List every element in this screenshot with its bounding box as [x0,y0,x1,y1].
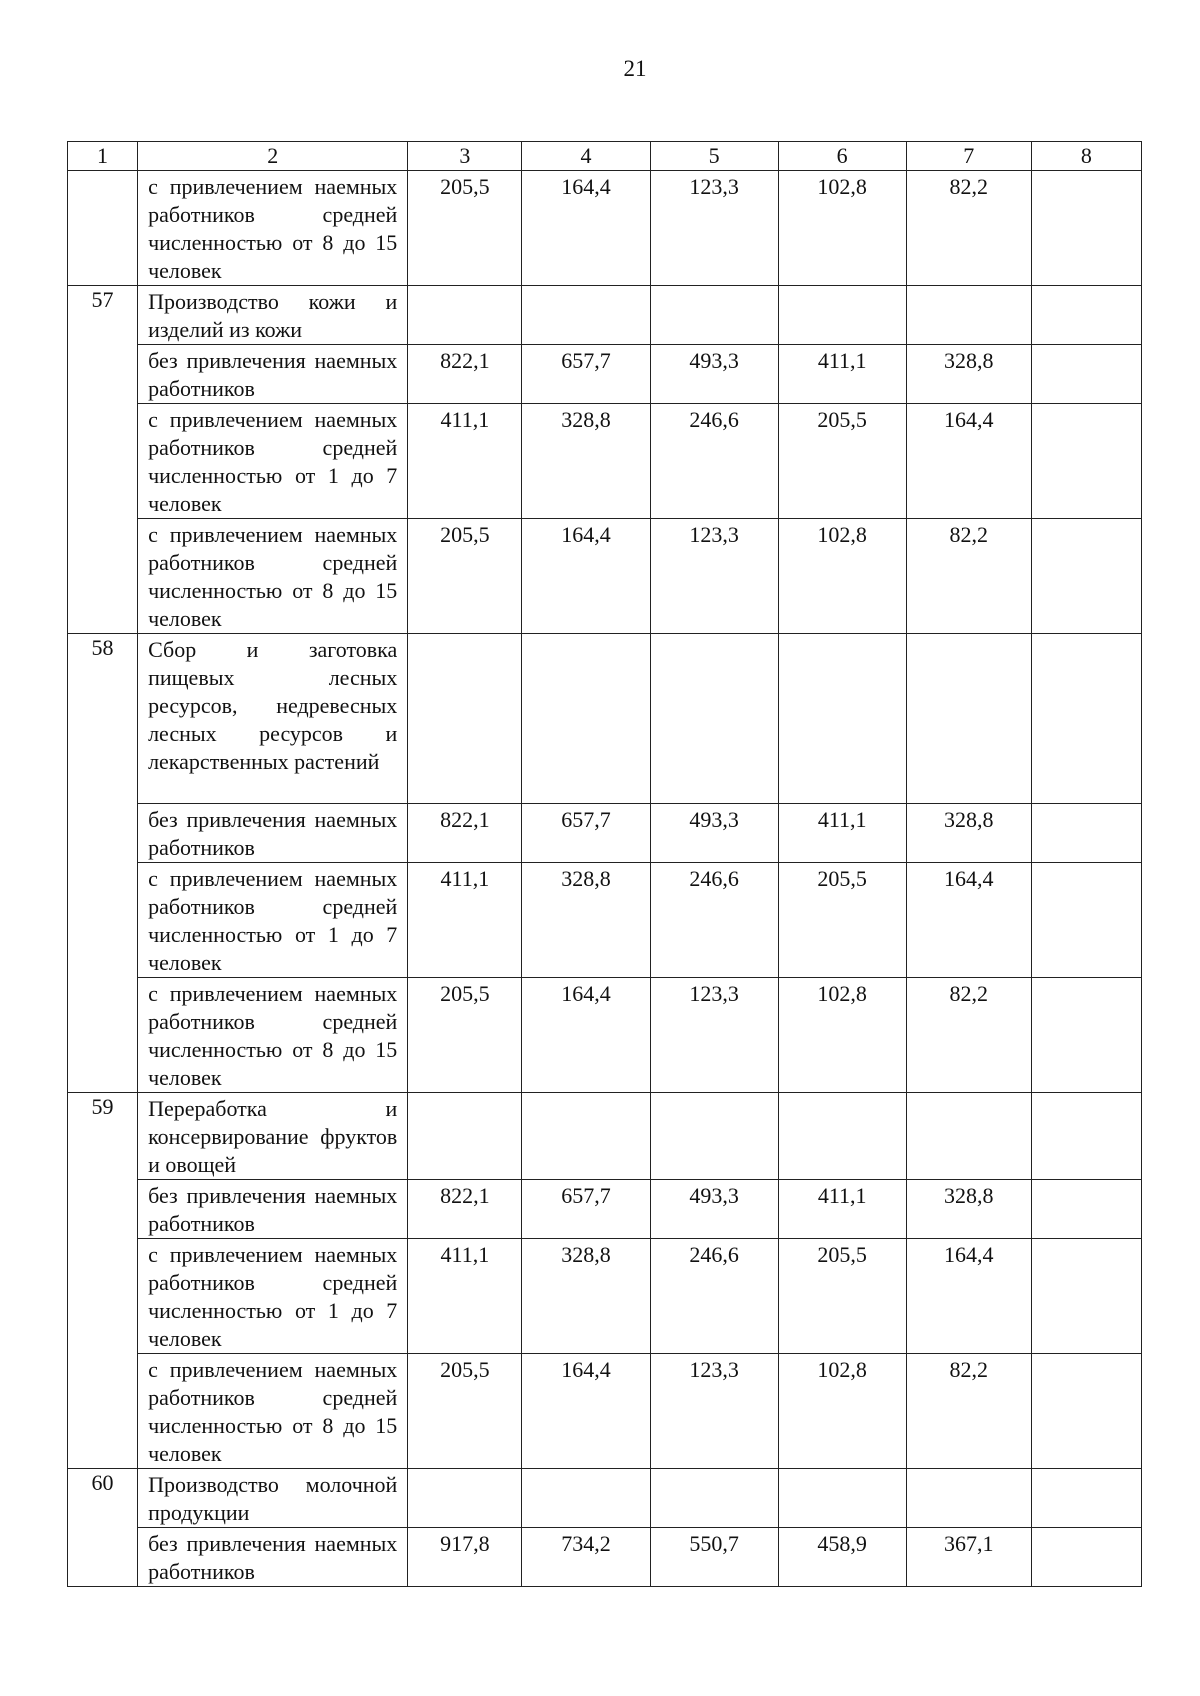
rate-value [778,634,906,804]
rate-value: 164,4 [522,978,650,1093]
activity-description: с привлечением наемных работников средней численностью от 8 до 15 человек [138,1354,408,1469]
table-row [68,1528,1142,1587]
rate-value [1031,1528,1141,1587]
rate-value: 123,3 [650,1354,778,1469]
rate-value: 917,8 [408,1528,522,1587]
rate-value [1031,804,1141,863]
rate-value: 246,6 [650,1239,778,1354]
rate-value [650,1093,778,1180]
rate-value: 328,8 [522,863,650,978]
rate-value [650,1469,778,1528]
rates-table [67,141,1142,1587]
rate-value [778,1093,906,1180]
rate-value: 411,1 [408,863,522,978]
rate-value [906,634,1031,804]
row-number [68,804,138,863]
row-number [68,345,138,404]
rate-value: 123,3 [650,978,778,1093]
activity-description: без привлечения наемных работников [138,345,408,404]
table-row [68,978,1142,1093]
column-header: 7 [906,142,1031,171]
rate-value: 205,5 [778,1239,906,1354]
rate-value [1031,345,1141,404]
rate-value: 822,1 [408,1180,522,1239]
rate-value: 123,3 [650,519,778,634]
row-number: 57 [68,286,138,345]
rate-value [1031,1354,1141,1469]
rate-value: 82,2 [906,1354,1031,1469]
rate-value [778,1469,906,1528]
rate-value [408,634,522,804]
header-row [68,142,1142,171]
table-row [68,804,1142,863]
row-number [68,404,138,519]
rate-value: 493,3 [650,804,778,863]
column-header: 3 [408,142,522,171]
rate-value [1031,978,1141,1093]
activity-description: без привлечения наемных работников [138,1528,408,1587]
table-row [68,1469,1142,1528]
rate-value: 246,6 [650,863,778,978]
activity-description: с привлечением наемных работников средней численностью от 1 до 7 человек [138,404,408,519]
rate-value: 493,3 [650,345,778,404]
table-row [68,404,1142,519]
rate-value [1031,519,1141,634]
activity-description: без привлечения наемных работников [138,1180,408,1239]
rate-value: 657,7 [522,804,650,863]
row-number [68,171,138,286]
table-row [68,863,1142,978]
rate-value [1031,634,1141,804]
row-number [68,1239,138,1354]
row-number [68,1354,138,1469]
table-row [68,345,1142,404]
rate-value: 102,8 [778,1354,906,1469]
rate-value [522,286,650,345]
table-row [68,519,1142,634]
rate-value: 205,5 [778,863,906,978]
activity-description: Сбор и заготовка пищевых лесных ресурсов, недревесных лесных ресурсов и лекарственных растений [138,634,408,804]
rate-value: 82,2 [906,519,1031,634]
rate-value: 205,5 [408,978,522,1093]
rate-value: 246,6 [650,404,778,519]
rate-value [1031,1180,1141,1239]
table-row [68,634,1142,804]
rate-value: 367,1 [906,1528,1031,1587]
rate-value [1031,1239,1141,1354]
rate-value: 164,4 [522,519,650,634]
rate-value: 102,8 [778,978,906,1093]
rate-value: 657,7 [522,345,650,404]
rate-value: 205,5 [408,1354,522,1469]
activity-description: Производство молочной продукции [138,1469,408,1528]
row-number [68,519,138,634]
activity-description: Переработка и консервирование фруктов и овощей [138,1093,408,1180]
table-row [68,1239,1142,1354]
column-header: 4 [522,142,650,171]
rate-value: 123,3 [650,171,778,286]
rate-value [906,1469,1031,1528]
rate-value [1031,863,1141,978]
row-number [68,1528,138,1587]
page-number: 21 [623,56,647,81]
table-row [68,1093,1142,1180]
rate-value: 82,2 [906,171,1031,286]
rate-value [522,1093,650,1180]
column-header: 6 [778,142,906,171]
table-row [68,286,1142,345]
column-header: 8 [1031,142,1141,171]
rate-value: 102,8 [778,171,906,286]
rate-value: 205,5 [408,519,522,634]
row-number: 60 [68,1469,138,1528]
rate-value: 493,3 [650,1180,778,1239]
rate-value: 822,1 [408,804,522,863]
rate-value: 411,1 [408,404,522,519]
rate-value: 411,1 [778,345,906,404]
row-number [68,1180,138,1239]
rate-value: 550,7 [650,1528,778,1587]
rate-value [408,1469,522,1528]
rate-value: 164,4 [906,863,1031,978]
activity-description: с привлечением наемных работников средней численностью от 1 до 7 человек [138,1239,408,1354]
table-row [68,1180,1142,1239]
activity-description: без привлечения наемных работников [138,804,408,863]
rate-value [408,1093,522,1180]
rate-value: 328,8 [522,1239,650,1354]
activity-description: с привлечением наемных работников средней численностью от 8 до 15 человек [138,171,408,286]
activity-description: Производство кожи и изделий из кожи [138,286,408,345]
rate-value [650,286,778,345]
column-header: 5 [650,142,778,171]
activity-description: с привлечением наемных работников средней численностью от 1 до 7 человек [138,863,408,978]
row-number: 58 [68,634,138,804]
rate-value: 328,8 [906,345,1031,404]
rate-value [1031,404,1141,519]
row-number [68,863,138,978]
rate-value [906,1093,1031,1180]
rate-value [1031,1093,1141,1180]
row-number [68,978,138,1093]
rate-value: 102,8 [778,519,906,634]
rate-value: 82,2 [906,978,1031,1093]
rate-value: 822,1 [408,345,522,404]
column-header: 2 [138,142,408,171]
rate-value: 328,8 [906,804,1031,863]
column-header: 1 [68,142,138,171]
table-row [68,171,1142,286]
rate-value: 411,1 [408,1239,522,1354]
rate-value: 164,4 [906,404,1031,519]
rate-value: 164,4 [522,1354,650,1469]
rate-value [1031,171,1141,286]
rate-value: 657,7 [522,1180,650,1239]
rate-value [522,634,650,804]
row-number: 59 [68,1093,138,1180]
rate-value [906,286,1031,345]
table-row [68,1354,1142,1469]
rate-value [778,286,906,345]
rate-value [522,1469,650,1528]
rate-value: 205,5 [778,404,906,519]
rate-value: 458,9 [778,1528,906,1587]
rate-value [1031,1469,1141,1528]
rate-value: 328,8 [522,404,650,519]
rate-value: 164,4 [522,171,650,286]
activity-description: с привлечением наемных работников средней численностью от 8 до 15 человек [138,978,408,1093]
rate-value [650,634,778,804]
rate-value: 411,1 [778,1180,906,1239]
rate-value: 164,4 [906,1239,1031,1354]
rate-value: 205,5 [408,171,522,286]
rate-value: 328,8 [906,1180,1031,1239]
rate-value [408,286,522,345]
rate-value: 411,1 [778,804,906,863]
rate-value: 734,2 [522,1528,650,1587]
rate-value [1031,286,1141,345]
table-body [68,142,1142,1587]
activity-description: с привлечением наемных работников средней численностью от 8 до 15 человек [138,519,408,634]
